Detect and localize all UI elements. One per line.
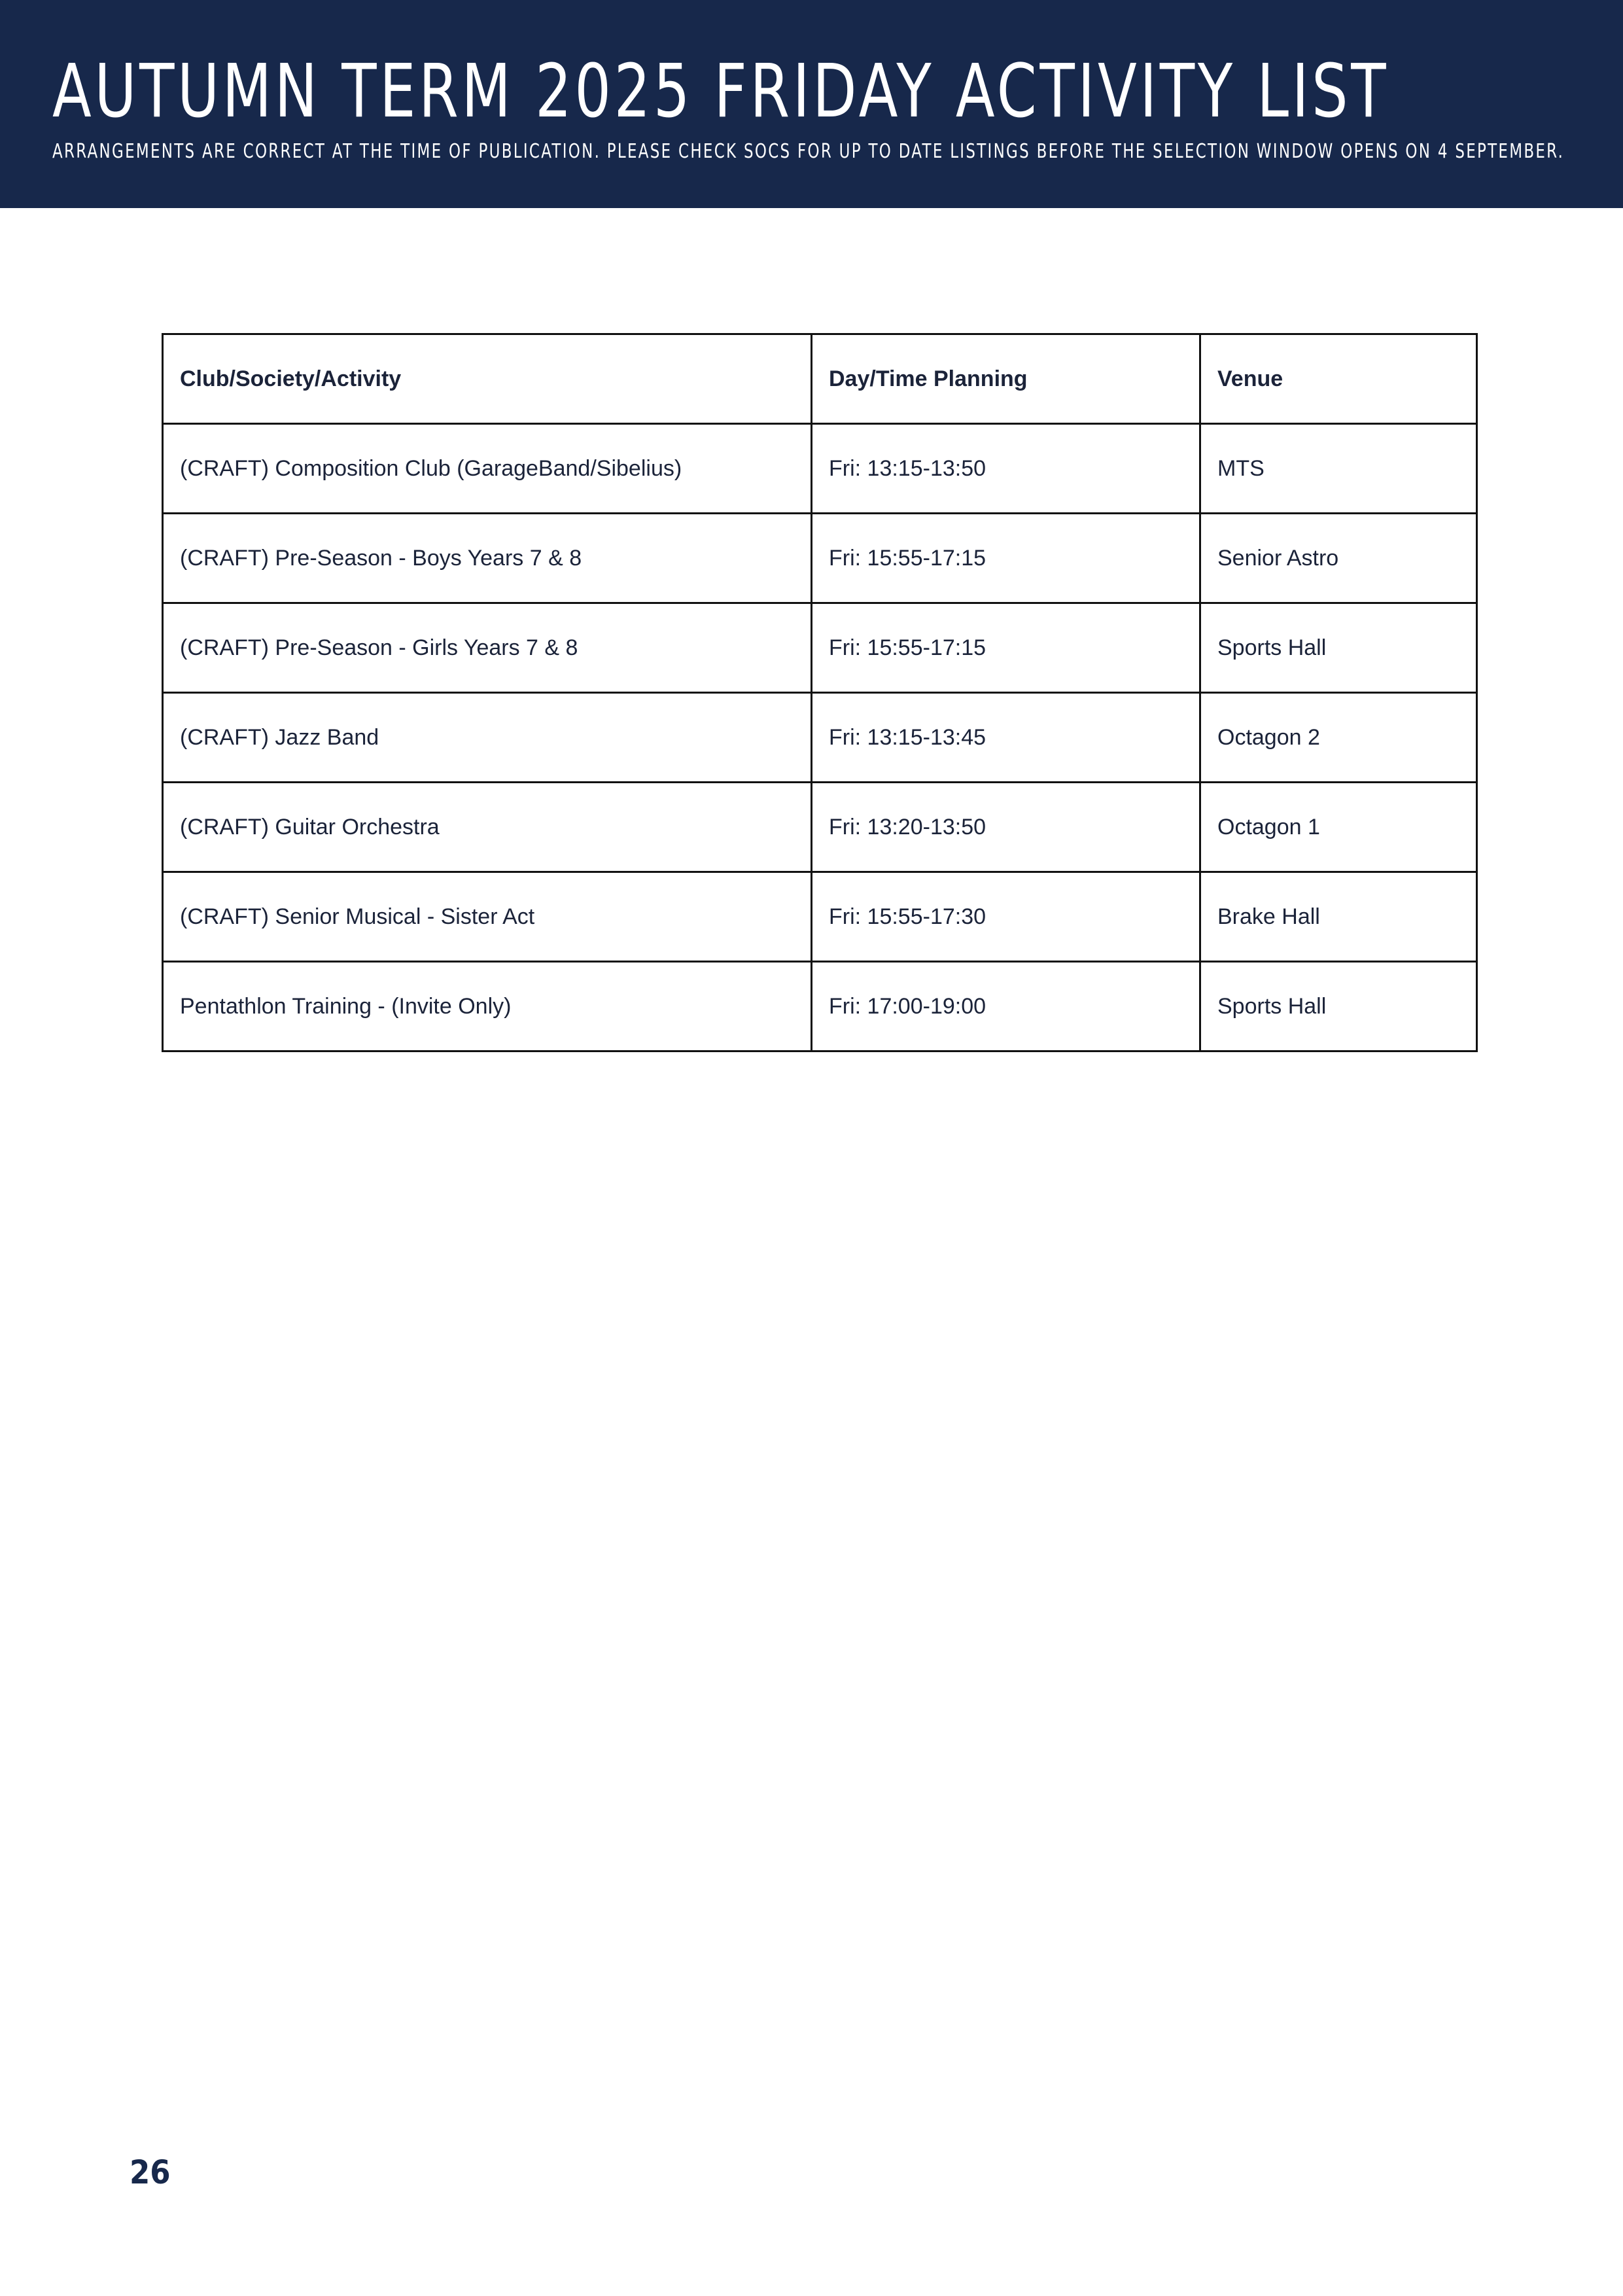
table-row [163, 872, 1477, 962]
venue-cell: Sports Hall [1200, 962, 1477, 1051]
table-header-row [163, 334, 1477, 424]
time-cell: Fri: 13:20-13:50 [812, 783, 1200, 872]
time-cell: Fri: 15:55-17:15 [812, 603, 1200, 693]
table-row [163, 693, 1477, 783]
activity-cell: Pentathlon Training - (Invite Only) [163, 962, 812, 1051]
time-cell: Fri: 13:15-13:50 [812, 424, 1200, 514]
column-header-venue: Venue [1200, 334, 1477, 424]
venue-cell: Sports Hall [1200, 603, 1477, 693]
time-cell: Fri: 17:00-19:00 [812, 962, 1200, 1051]
activity-cell: (CRAFT) Guitar Orchestra [163, 783, 812, 872]
activity-cell: (CRAFT) Pre-Season - Boys Years 7 & 8 [163, 514, 812, 603]
venue-cell: Brake Hall [1200, 872, 1477, 962]
venue-cell: Senior Astro [1200, 514, 1477, 603]
column-header-time: Day/Time Planning [812, 334, 1200, 424]
page-subtitle: ARRANGEMENTS ARE CORRECT AT THE TIME OF PUBLICATION. PLEASE CHECK SOCS FOR UP TO DATE LISTINGS BEFORE THE SELECTION WINDOW OPENS ON 4 SEPTEMBER. [52, 140, 1565, 163]
table-row [163, 603, 1477, 693]
activity-table [162, 333, 1478, 1052]
activity-cell: (CRAFT) Jazz Band [163, 693, 812, 783]
time-cell: Fri: 15:55-17:30 [812, 872, 1200, 962]
time-cell: Fri: 13:15-13:45 [812, 693, 1200, 783]
table-row [163, 962, 1477, 1051]
column-header-activity: Club/Society/Activity [163, 334, 812, 424]
activity-cell: (CRAFT) Composition Club (GarageBand/Sibelius) [163, 424, 812, 514]
activity-cell: (CRAFT) Senior Musical - Sister Act [163, 872, 812, 962]
venue-cell: Octagon 2 [1200, 693, 1477, 783]
venue-cell: Octagon 1 [1200, 783, 1477, 872]
time-cell: Fri: 15:55-17:15 [812, 514, 1200, 603]
activity-cell: (CRAFT) Pre-Season - Girls Years 7 & 8 [163, 603, 812, 693]
page-number: 26 [130, 2153, 171, 2191]
table-row [163, 514, 1477, 603]
venue-cell: MTS [1200, 424, 1477, 514]
page-title: AUTUMN TERM 2025 FRIDAY ACTIVITY LIST [52, 49, 1389, 134]
header-banner [0, 0, 1623, 208]
table-row [163, 783, 1477, 872]
table-row [163, 424, 1477, 514]
